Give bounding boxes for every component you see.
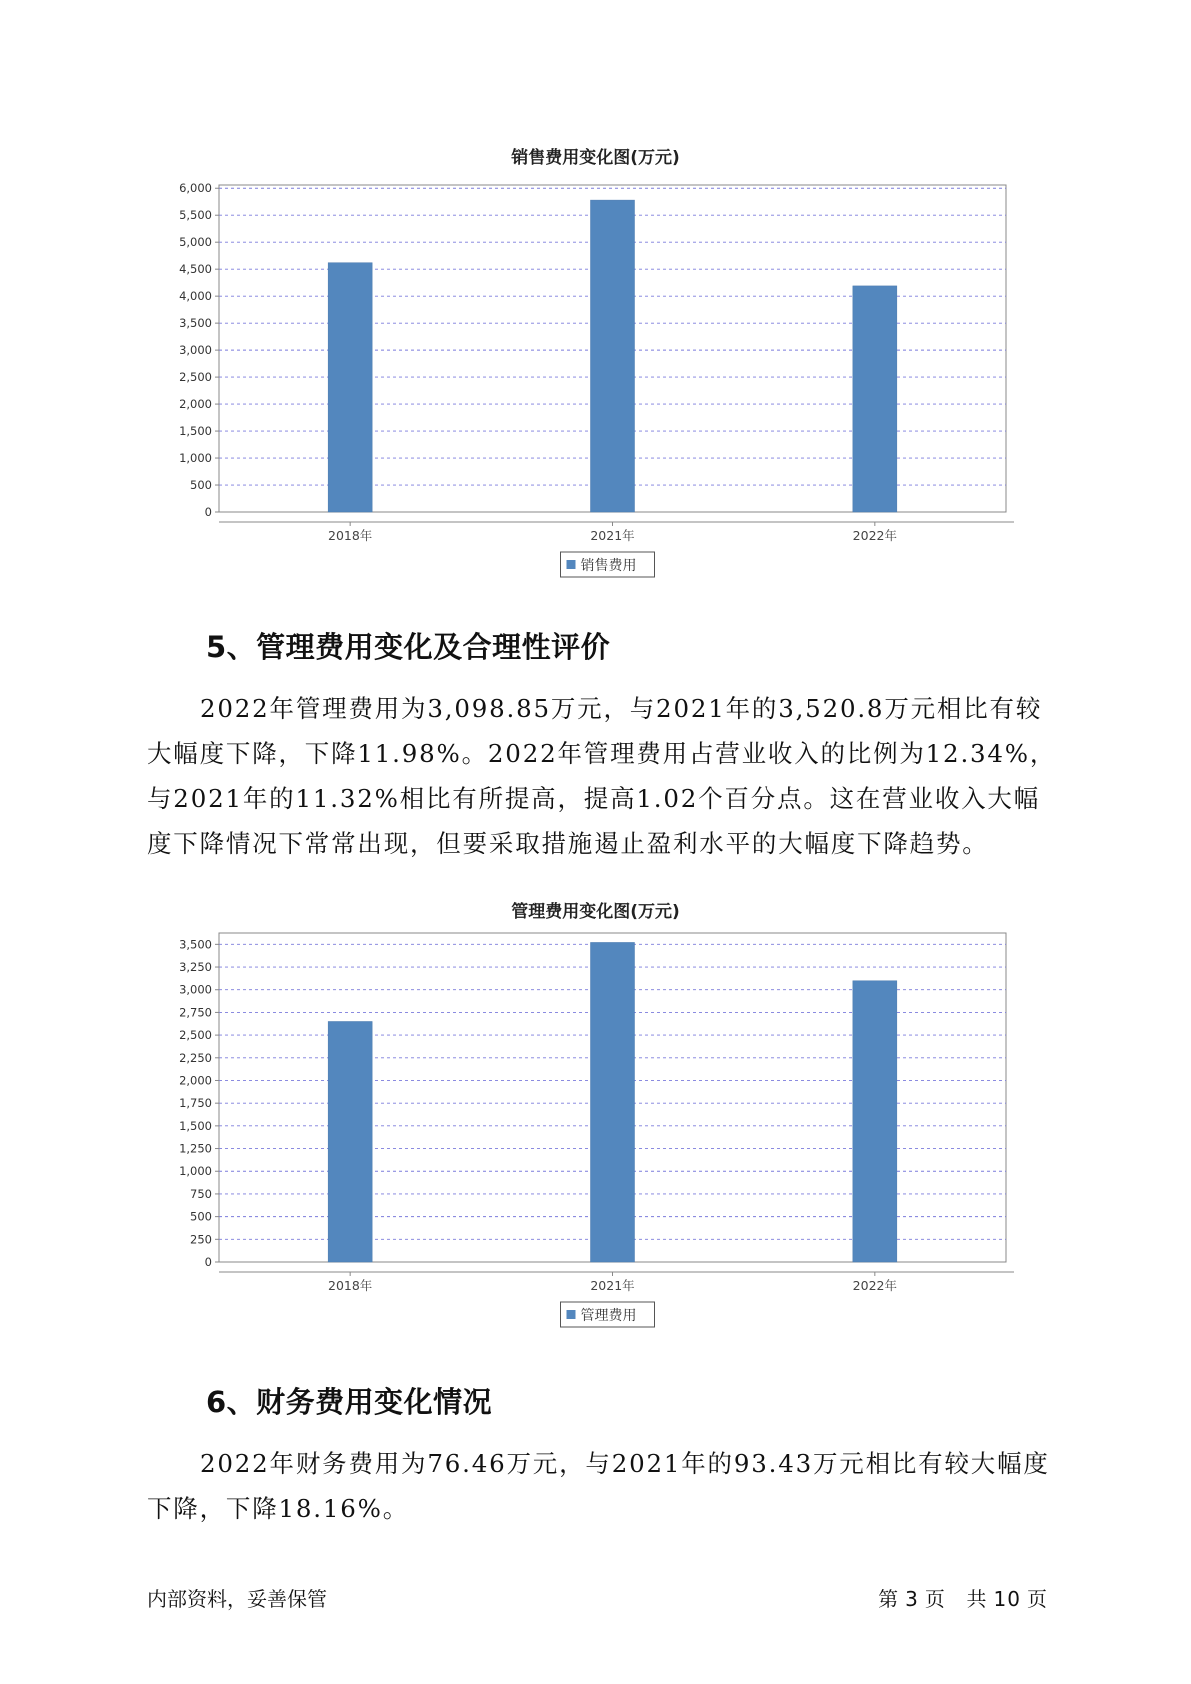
bar <box>853 981 897 1262</box>
management-expense-paragraph: 2022年管理费用为3,098.85万元，与2021年的3,520.8万元相比有较大幅度下降，下降11.98%。2022年管理费用占营业收入的比例为12.34%，与2021年的11.32%相比有所提高，提高1.02个百分点。这在营业收入大幅度下降情况下常常出现，但要采取措施遏止盈利水平的大幅度下降趋势。 <box>147 694 1057 858</box>
y-tick-label: 5,500 <box>179 208 212 223</box>
y-tick-label: 0 <box>204 1255 212 1269</box>
y-tick-label: 3,500 <box>179 316 212 331</box>
section-heading-management-expense: 5、管理费用变化及合理性评价 <box>206 630 611 664</box>
y-tick-label: 1,000 <box>179 451 212 466</box>
x-tick-label: 2022年 <box>852 1278 897 1293</box>
y-tick-label: 1,500 <box>179 1118 212 1133</box>
legend-label: 管理费用 <box>580 1308 637 1324</box>
y-tick-label: 1,000 <box>179 1164 212 1179</box>
y-tick-label: 4,500 <box>179 262 212 277</box>
page-number: 3 <box>905 1587 919 1611</box>
chart-title: 销售费用变化图(万元) <box>511 148 680 168</box>
footer-page-indicator <box>875 1583 1051 1612</box>
legend-swatch <box>567 1310 576 1319</box>
y-tick-label: 750 <box>190 1186 212 1201</box>
y-tick-label: 1,250 <box>179 1141 212 1156</box>
total-prefix: 共 <box>966 1587 988 1611</box>
legend-label: 销售费用 <box>580 558 637 574</box>
x-tick-label: 2021年 <box>590 528 635 543</box>
page-unit: 页 <box>924 1587 946 1611</box>
y-tick-label: 0 <box>204 505 212 519</box>
page-prefix: 第 <box>878 1587 900 1611</box>
x-tick-label: 2022年 <box>852 528 897 543</box>
y-tick-label: 3,250 <box>179 960 212 975</box>
y-tick-label: 3,500 <box>179 937 212 952</box>
y-tick-label: 2,250 <box>179 1050 212 1065</box>
y-tick-label: 6,000 <box>179 181 212 196</box>
chart-title: 管理费用变化图(万元) <box>511 902 680 922</box>
x-tick-label: 2018年 <box>328 528 373 543</box>
finance-expense-paragraph: 2022年财务费用为76.46万元，与2021年的93.43万元相比有较大幅度下降，下降18.16%。 <box>147 1449 1050 1523</box>
y-tick-label: 5,000 <box>179 235 212 250</box>
y-tick-label: 500 <box>190 478 212 493</box>
y-tick-label: 2,500 <box>179 370 212 385</box>
total-unit: 页 <box>1027 1587 1048 1611</box>
bar <box>328 1021 372 1262</box>
y-tick-label: 250 <box>190 1232 212 1247</box>
y-tick-label: 2,500 <box>179 1028 212 1043</box>
bar <box>591 942 635 1262</box>
y-tick-label: 3,000 <box>179 343 212 358</box>
y-tick-label: 1,500 <box>179 424 212 439</box>
y-tick-label: 3,000 <box>179 982 212 997</box>
y-tick-label: 4,000 <box>179 289 212 304</box>
y-tick-label: 2,000 <box>179 397 212 412</box>
footer-confidential-note: 内部资料，妥善保管 <box>147 1587 327 1611</box>
section-heading-finance-expense: 6、财务费用变化情况 <box>206 1385 493 1419</box>
y-tick-label: 2,000 <box>179 1073 212 1088</box>
total-pages: 10 <box>993 1587 1021 1611</box>
y-tick-label: 1,750 <box>179 1096 212 1111</box>
x-tick-label: 2018年 <box>328 1278 373 1293</box>
x-tick-label: 2021年 <box>590 1278 635 1293</box>
y-tick-label: 2,750 <box>179 1005 212 1020</box>
y-tick-label: 500 <box>190 1209 212 1224</box>
